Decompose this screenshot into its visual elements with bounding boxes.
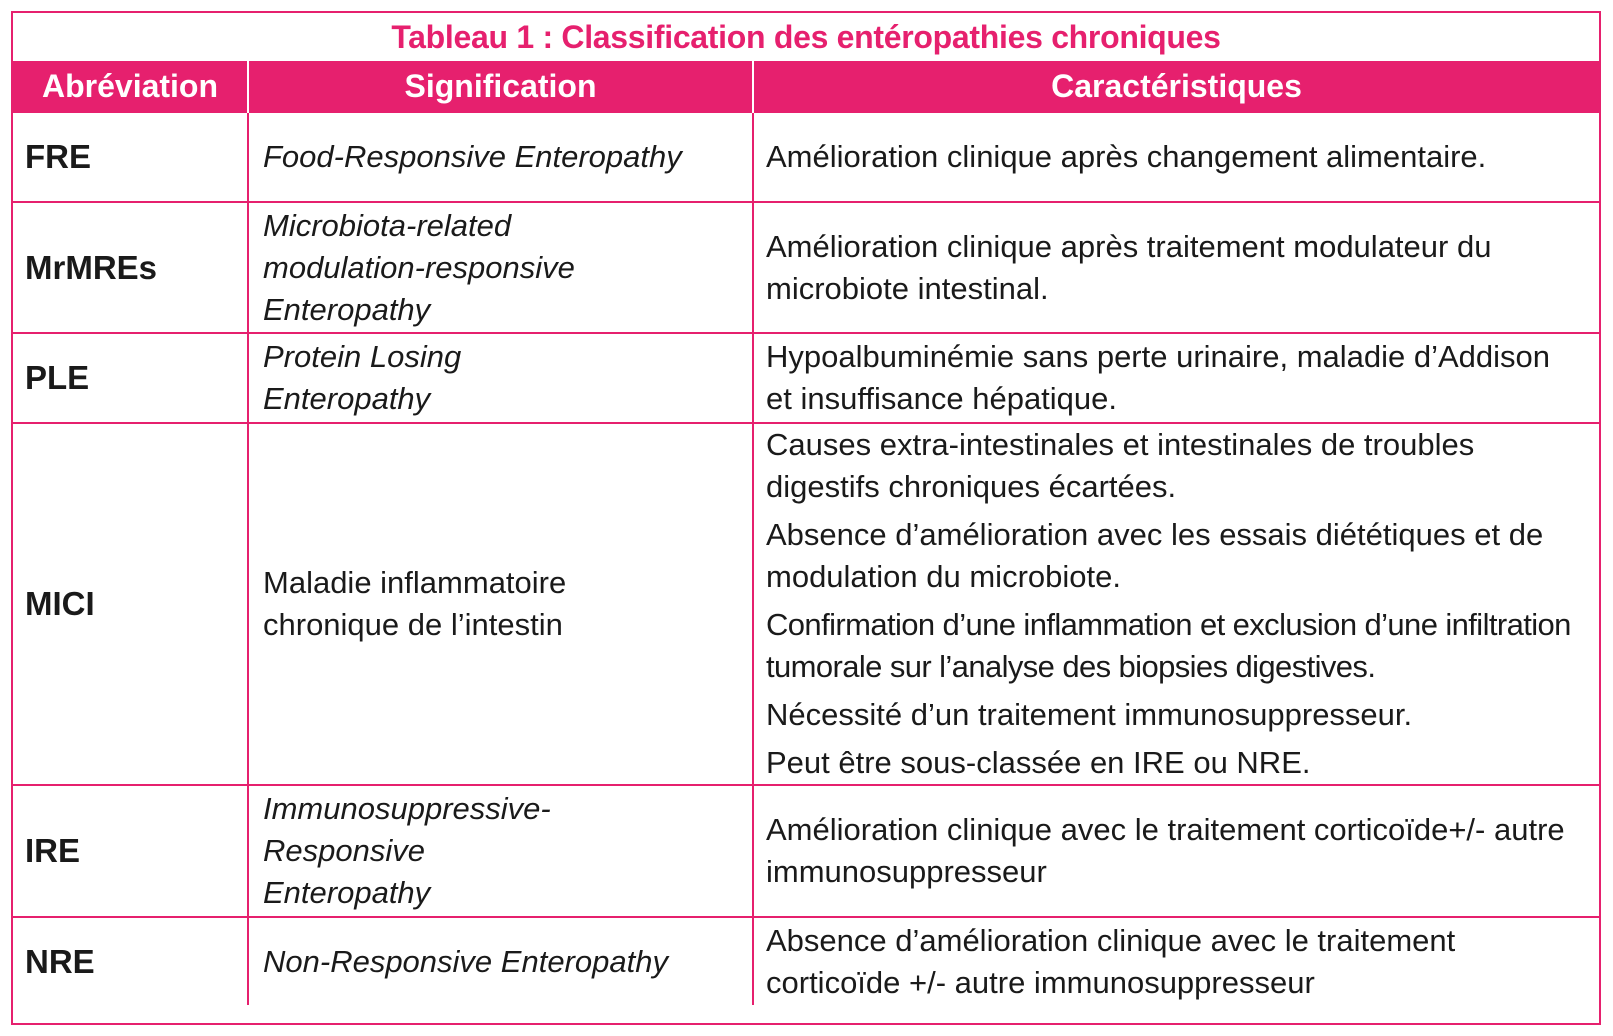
feature-line: Absence d’amélioration avec les essais diététiques et de modulation du microbiote. — [766, 517, 1544, 594]
cell-abbreviation: IRE — [13, 785, 248, 917]
cell-meaning: Protein Losing Enteropathy — [248, 333, 753, 423]
cell-meaning: Food-Responsive Enteropathy — [248, 112, 753, 202]
table-row — [13, 785, 1599, 917]
column-header-abbreviation: Abréviation — [13, 61, 248, 112]
cell-meaning: Maladie inflammatoire chronique de l’intestin — [248, 423, 753, 785]
column-header-features: Caractéristiques — [753, 61, 1599, 112]
table-row — [13, 202, 1599, 333]
feature-line: Peut être sous-classée en IRE ou NRE. — [766, 745, 1311, 780]
feature-line: Absence d’amélioration clinique avec le traitement corticoïde +/- autre immunosuppresseur — [766, 922, 1456, 1000]
column-header-meaning: Signification — [248, 61, 753, 112]
data-table — [13, 61, 1599, 1005]
feature-line: Nécessité d’un traitement immunosuppresseur. — [766, 697, 1413, 732]
header-row — [13, 61, 1599, 112]
cell-features — [753, 917, 1599, 1005]
cell-abbreviation: NRE — [13, 917, 248, 1005]
table-row — [13, 917, 1599, 1005]
cell-features — [753, 333, 1599, 423]
cell-meaning: Immunosuppressive-Responsive Enteropathy — [248, 785, 753, 917]
cell-abbreviation: FRE — [13, 112, 248, 202]
feature-line: Amélioration clinique avec le traitement corticoïde+/- autre immunosuppresseur — [766, 812, 1565, 889]
cell-abbreviation: MICI — [13, 423, 248, 785]
feature-line: Hypoalbuminémie sans perte urinaire, maladie d’Addison et insuffisance hépatique. — [766, 339, 1551, 416]
feature-line: Confirmation d’une inflammation et exclusion d’une infiltration tumorale sur l’analyse des biopsies digestives. — [766, 607, 1571, 684]
feature-line: Amélioration clinique après changement alimentaire. — [766, 139, 1487, 174]
feature-line: Amélioration clinique après traitement modulateur du microbiote intestinal. — [766, 228, 1492, 306]
cell-features — [753, 785, 1599, 917]
classification-table — [11, 11, 1601, 1025]
cell-features — [753, 112, 1599, 202]
cell-meaning: Non-Responsive Enteropathy — [248, 917, 753, 1005]
cell-features — [753, 423, 1599, 785]
feature-line: Causes extra-intestinales et intestinales de troubles digestifs chroniques écartées. — [766, 427, 1475, 504]
table-row — [13, 333, 1599, 423]
cell-abbreviation: MrMREs — [13, 202, 248, 333]
cell-features — [753, 202, 1599, 333]
table-row — [13, 112, 1599, 202]
table-title: Tableau 1 : Classification des entéropathies chroniques — [391, 18, 1221, 55]
cell-abbreviation: PLE — [13, 333, 248, 423]
table-row — [13, 423, 1599, 785]
cell-meaning: Microbiota-related modulation-responsive Enteropathy — [248, 202, 753, 333]
